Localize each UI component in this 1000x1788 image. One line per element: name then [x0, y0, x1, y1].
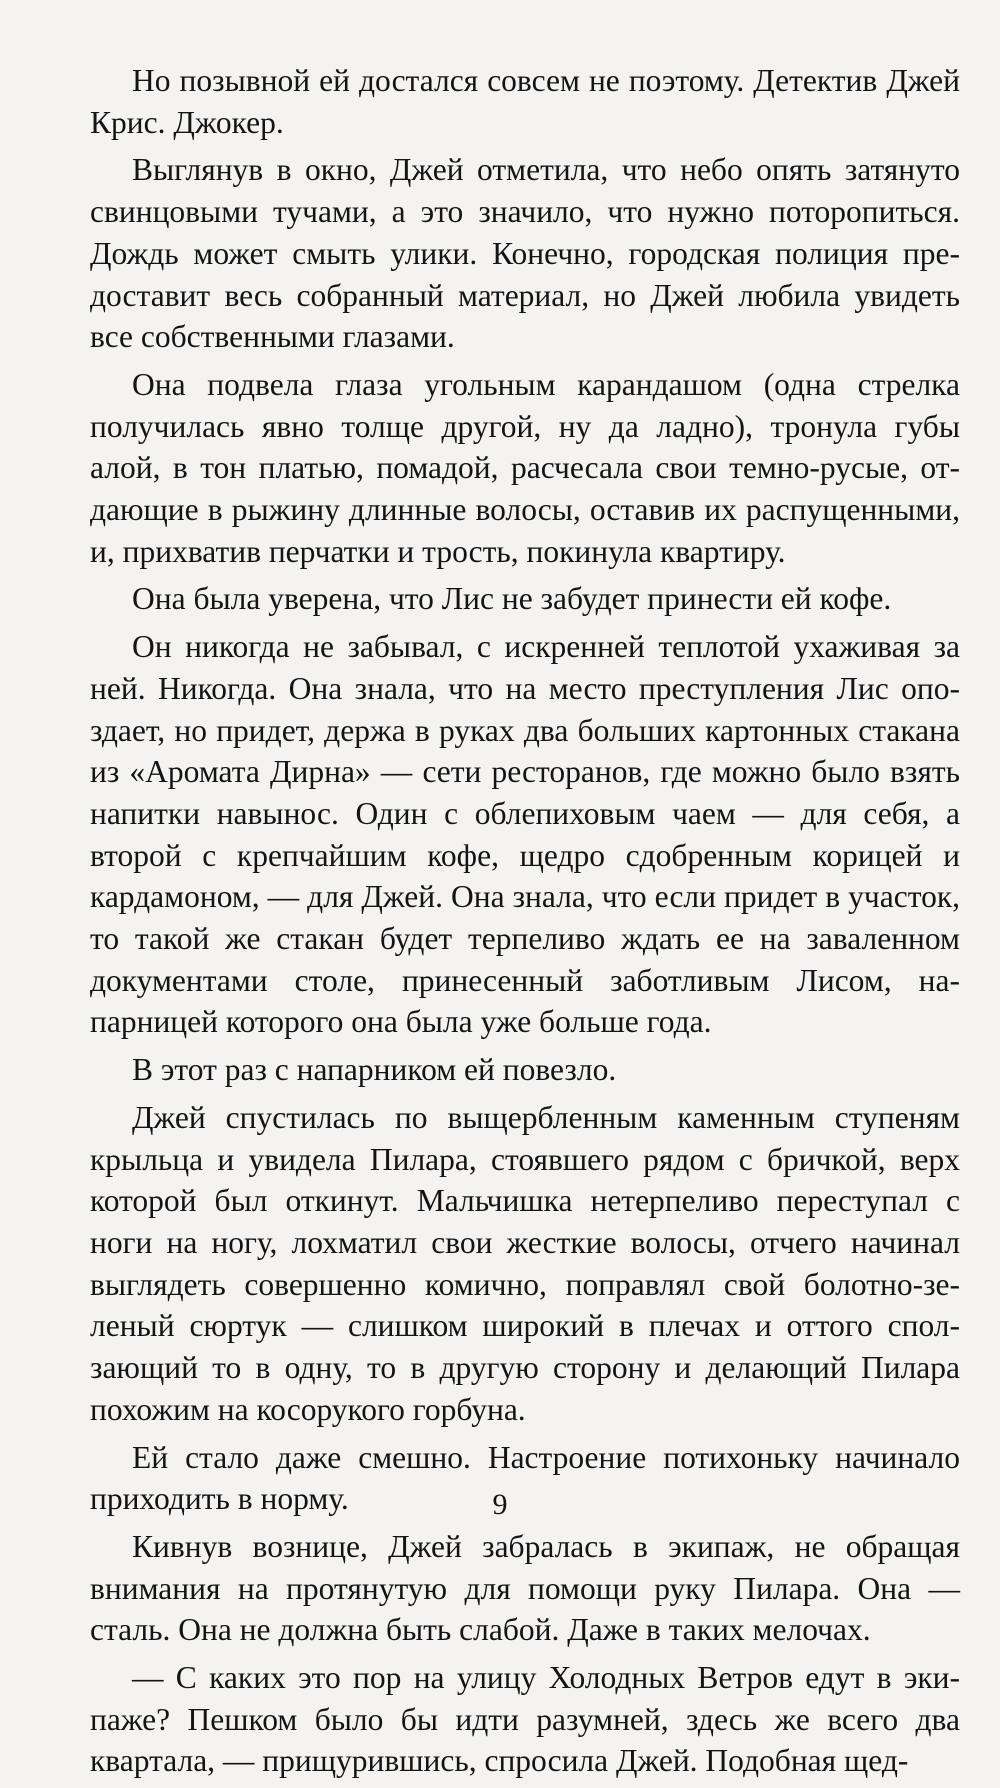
paragraph-8: Ей стало даже смешно. Настроение потихоньку начинало приходить в норму. — [90, 1439, 960, 1517]
paragraph-6: В этот раз с напарником ей повезло. — [132, 1052, 617, 1088]
paragraph-3: Она подвела глаза угольным карандашом (одна стрелка получилась явно толще другой, ну да ладно), тронула губы алой, в тон платью, помадой, расчесала свои темно-русые, отдающие в рыжину длинные волосы, оставив их распущенными, и, прихватив перчатки и трость, покинула квартиру. — [90, 366, 960, 569]
paragraph-9: Кивнув вознице, Джей забралась в экипаж, не обращая внимания на протянутую для помощи руку Пилара. Она — сталь. Она не должна быть слабой. Даже в таких мелочах. — [90, 1528, 960, 1648]
paragraph-7: Джей спустилась по выщербленным каменным ступеням крыльца и увидела Пилара, стоявшего рядом с бричкой, верх которой был откинут. Мальчишка нетерпеливо переступал с ноги на ногу, лохматил свои жесткие волосы, отчего начинал выглядеть совершенно комично, поправлял свой болотно-зеленый сюртук — слишком широкий в плечах и оттого сползающий то в одну, то в другую сторону и делающий Пилара похожим на косорукого горбуна. — [90, 1099, 960, 1427]
paragraph-2: Выглянув в окно, Джей отметила, что небо опять затянуто свинцовыми тучами, а это значило, что нужно поторопиться. Дождь может смыть улики. Конечно, городская полиция предоставит весь собранный материал, но Джей любила увидеть все собственными глазами. — [90, 152, 960, 355]
page-body — [90, 60, 960, 1788]
paragraph-10: — С каких это пор на улицу Холодных Ветров едут в экипаже? Пешком было бы идти разумней, здесь же всего два квартала, — прищурившись, спросила Джей. Подобная щед- — [90, 1660, 960, 1779]
paragraph-5: Он никогда не забывал, с искренней теплотой ухаживая за ней. Никогда. Она знала, что на место преступления Лис опоздает, но придет, держа в руках два больших картонных стакана из «Аромата Дирна» — сети ресторанов, где можно было взять напитки навынос. Один с облепиховым чаем — для себя, а второй с крепчайшим кофе, щедро сдобренным корицей и кардамоном, — для Джей. Она знала, что если придет в участок, то такой же стакан будет терпеливо ждать ее на заваленном документами столе, принесенный заботливым Лисом, напарницей которого она была уже больше года. — [90, 629, 960, 1040]
page-number: 9 — [492, 1488, 508, 1521]
paragraph-1: Но позывной ей достался совсем не поэтому. Детектив Джей Крис. Джокер. — [90, 63, 960, 140]
paragraph-4: Она была уверена, что Лис не забудет принести ей кофе. — [132, 581, 892, 617]
